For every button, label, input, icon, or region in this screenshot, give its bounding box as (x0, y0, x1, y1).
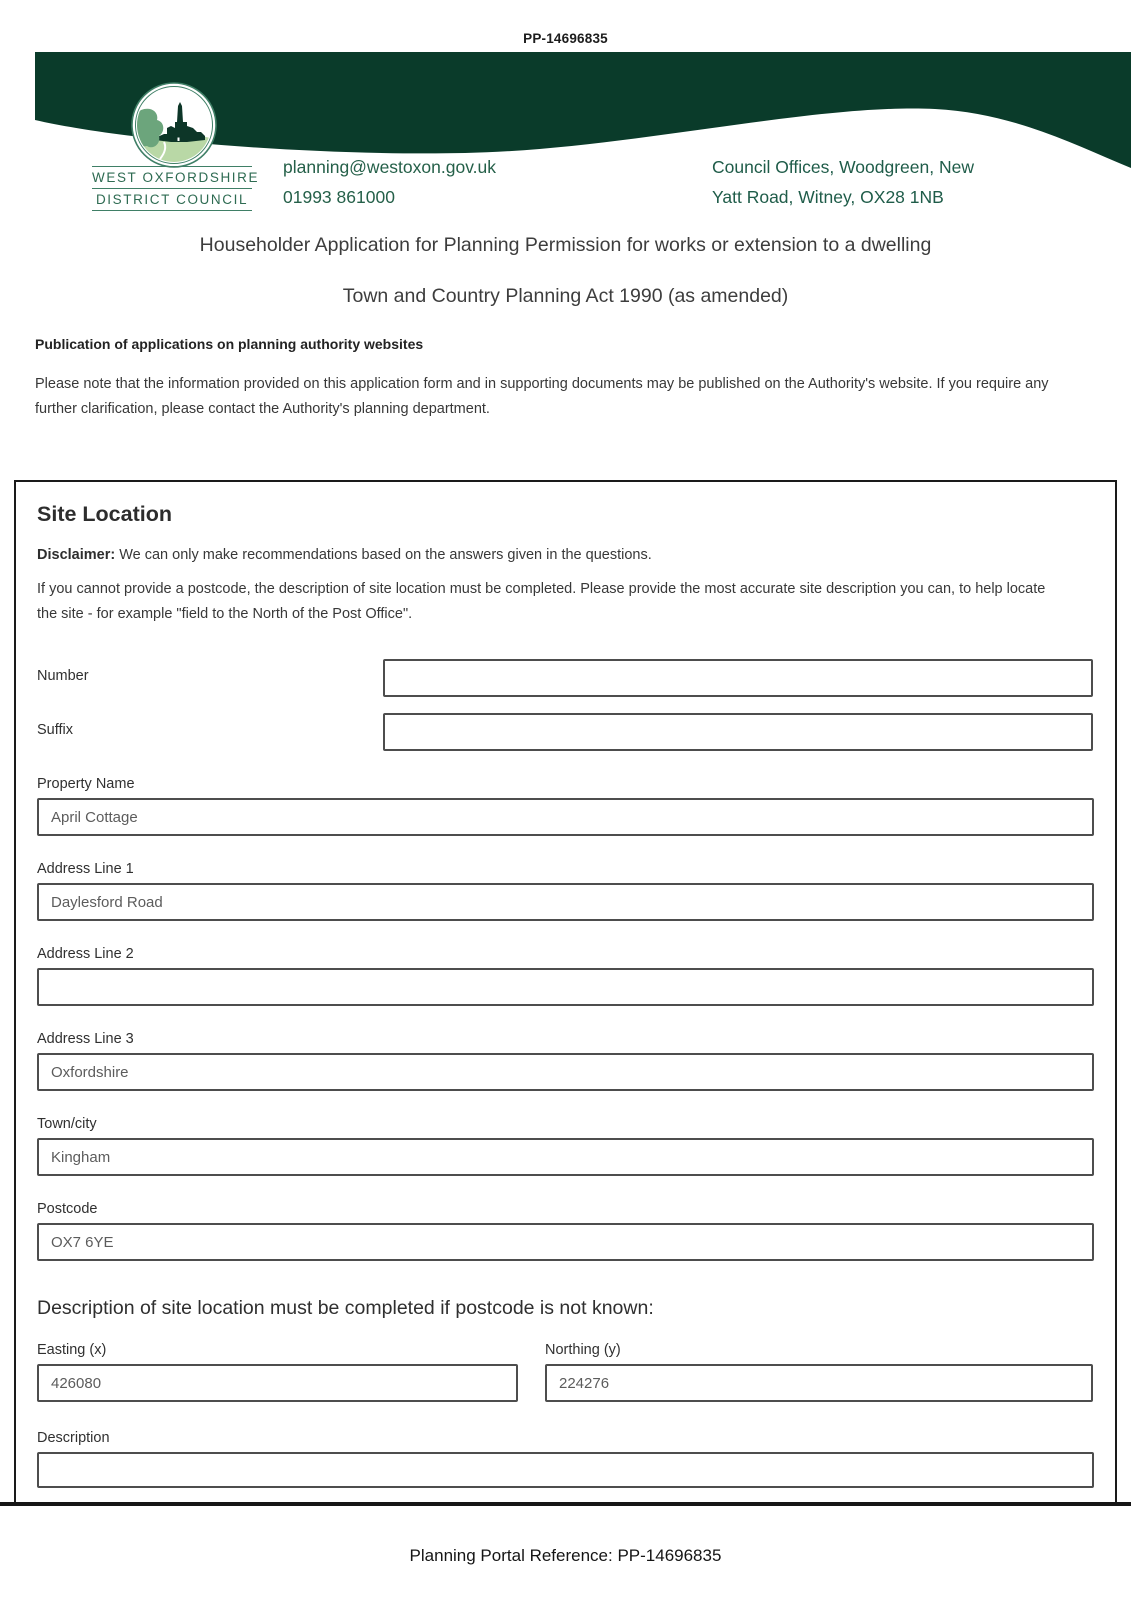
site-location-section (14, 480, 1117, 1502)
description-label: Description (37, 1430, 110, 1446)
planning-portal-reference: Planning Portal Reference: PP-14696835 (409, 1546, 722, 1565)
office-address-line2: Yatt Road, Witney, OX28 1NB (712, 187, 944, 207)
office-address (712, 152, 974, 212)
field-row-property-name (37, 776, 1094, 836)
logo-name-line2: DISTRICT COUNCIL (95, 192, 249, 207)
coordinates-row (37, 1342, 1094, 1402)
postcode-label: Postcode (37, 1201, 98, 1217)
page-bottom-divider (0, 1502, 1131, 1506)
page-reference: PP-14696835 (523, 31, 608, 46)
publication-body: Please note that the information provided on this application form and in supporting documents may be published on the Authority's website. If you require any further clarification, please contact the Authority's planning department. (35, 376, 1049, 417)
northing-label: Northing (y) (545, 1342, 621, 1358)
contact-email: planning@westoxon.gov.uk (283, 157, 496, 177)
disclaimer-text: Disclaimer: We can only make recommendations based on the answers given in the questions. (37, 547, 652, 563)
address-line-2-label: Address Line 2 (37, 946, 134, 962)
suffix-label: Suffix (37, 722, 74, 738)
northing-input[interactable] (545, 1364, 1093, 1402)
field-col-northing (545, 1342, 1093, 1402)
address-line-3-input[interactable] (37, 1053, 1094, 1091)
field-row-town-city (37, 1116, 1094, 1176)
address-line-3-label: Address Line 3 (37, 1031, 134, 1047)
property-name-input[interactable] (37, 798, 1094, 836)
council-logo-wordmark (92, 166, 260, 211)
contact-block (283, 152, 496, 212)
section-heading: Site Location (37, 502, 172, 526)
field-col-easting (37, 1342, 518, 1402)
property-name-label: Property Name (37, 776, 135, 792)
form-subtitle: Town and Country Planning Act 1990 (as amended) (342, 285, 789, 307)
field-row-address-line-1 (37, 861, 1094, 921)
field-row-address-line-3 (37, 1031, 1094, 1091)
publication-heading: Publication of applications on planning authority websites (35, 336, 424, 352)
postcode-input[interactable] (37, 1223, 1094, 1261)
field-row-number (37, 659, 1094, 697)
number-label: Number (37, 668, 89, 684)
field-row-description (37, 1430, 1094, 1488)
number-input[interactable] (383, 659, 1093, 697)
field-row-address-line-2 (37, 946, 1094, 1006)
description-required-heading: Description of site location must be completed if postcode is not known: (37, 1297, 654, 1319)
logo-rule (92, 210, 252, 211)
address-line-1-input[interactable] (37, 883, 1094, 921)
field-row-suffix (37, 713, 1094, 751)
logo-name-line1: WEST OXFORDSHIRE (92, 170, 260, 185)
contact-phone: 01993 861000 (283, 187, 395, 207)
disclaimer-label: Disclaimer: (37, 547, 116, 563)
form-title: Householder Application for Planning Permission for works or extension to a dwelling (199, 234, 932, 256)
office-address-line1: Council Offices, Woodgreen, New (712, 157, 974, 177)
address-line-2-input[interactable] (37, 968, 1094, 1006)
address-line-1-label: Address Line 1 (37, 861, 134, 877)
field-row-postcode (37, 1201, 1094, 1261)
postcode-instructions: If you cannot provide a postcode, the description of site location must be completed. Please provide the most accurate site description you can, to help locate the site - for example "field to the North of the Post Office". (37, 581, 1046, 622)
council-logo-emblem (131, 82, 217, 168)
easting-label: Easting (x) (37, 1342, 107, 1358)
description-input[interactable] (37, 1452, 1094, 1488)
easting-input[interactable] (37, 1364, 518, 1402)
town-city-input[interactable] (37, 1138, 1094, 1176)
suffix-input[interactable] (383, 713, 1093, 751)
town-city-label: Town/city (37, 1116, 97, 1132)
